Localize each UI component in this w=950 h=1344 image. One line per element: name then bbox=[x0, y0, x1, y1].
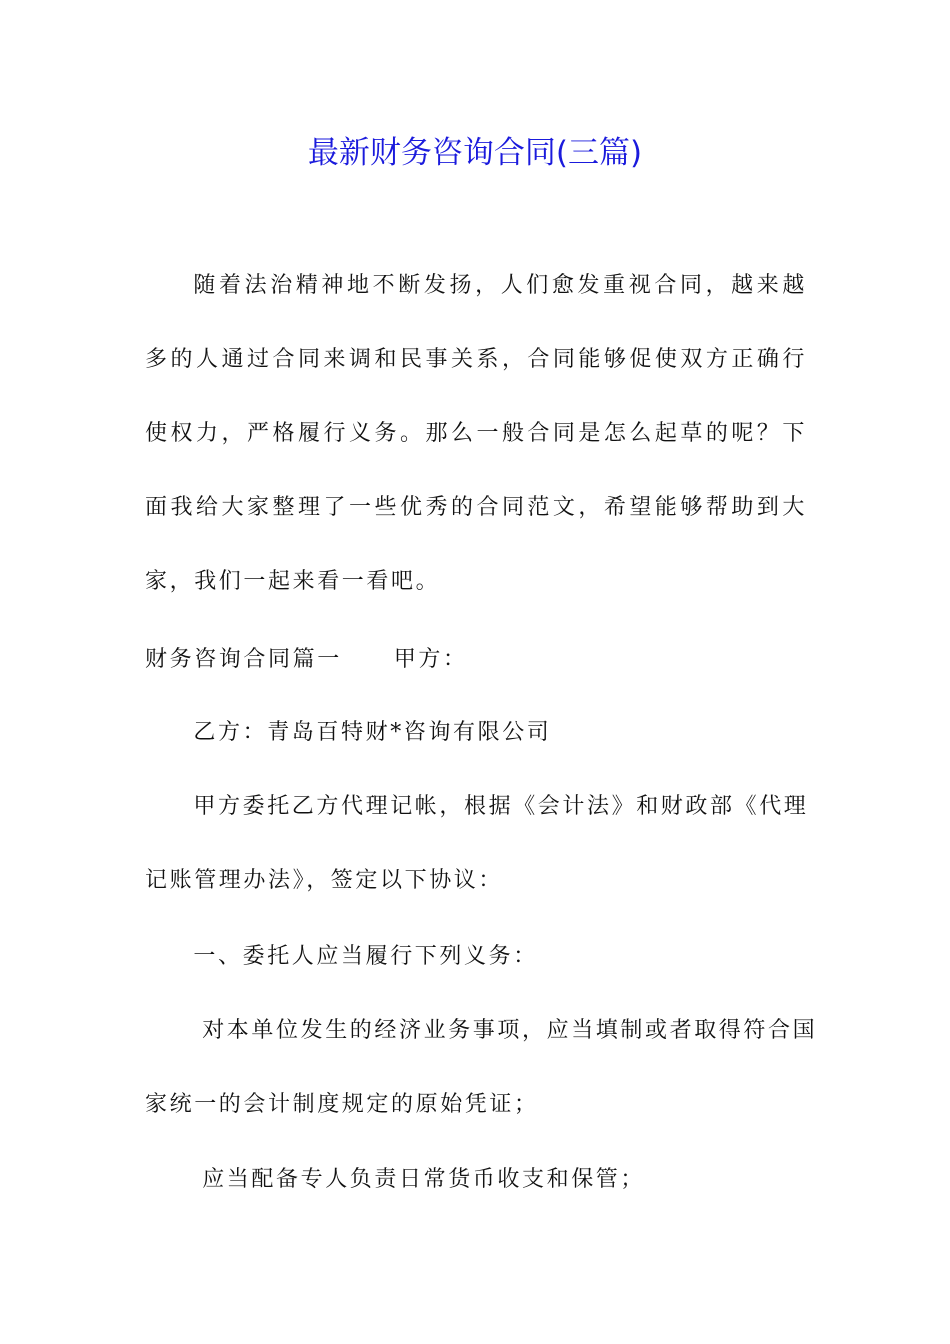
clause-intro-line-2: 记账管理办法》，签定以下协议： bbox=[145, 868, 504, 893]
intro-paragraph: 随着法治精神地不断发扬，人们愈发重视合同，越来越多的人通过合同来调和民事关系，合同能够促使双方正确行使权力，严格履行义务。那么一般合同是怎么起草的呢？下面我给大家整理了一些优秀的合同范文，希望能够帮助到大家，我们一起来看一看吧。 bbox=[145, 273, 807, 594]
obligation-2-line: 应当配备专人负责日常货币收支和保管； bbox=[202, 1167, 645, 1192]
clause-intro-line-1: 甲方委托乙方代理记帐，根据《会计法》和财政部《代理 bbox=[193, 794, 809, 819]
obligation-1-line-1: 对本单位发生的经济业务事项，应当填制或者取得符合国 bbox=[202, 1018, 818, 1043]
party-a-label: 甲方： bbox=[393, 647, 468, 672]
obligations-heading: 一、委托人应当履行下列义务： bbox=[193, 944, 538, 969]
section-heading-row bbox=[145, 640, 807, 680]
obligation-1-line-2: 家统一的会计制度规定的原始凭证； bbox=[145, 1092, 539, 1117]
section-heading: 财务咨询合同篇一 bbox=[145, 647, 342, 672]
party-b-line: 乙方：青岛百特财*咨询有限公司 bbox=[193, 720, 552, 745]
document-title: 最新财务咨询合同(三篇) bbox=[307, 135, 643, 171]
